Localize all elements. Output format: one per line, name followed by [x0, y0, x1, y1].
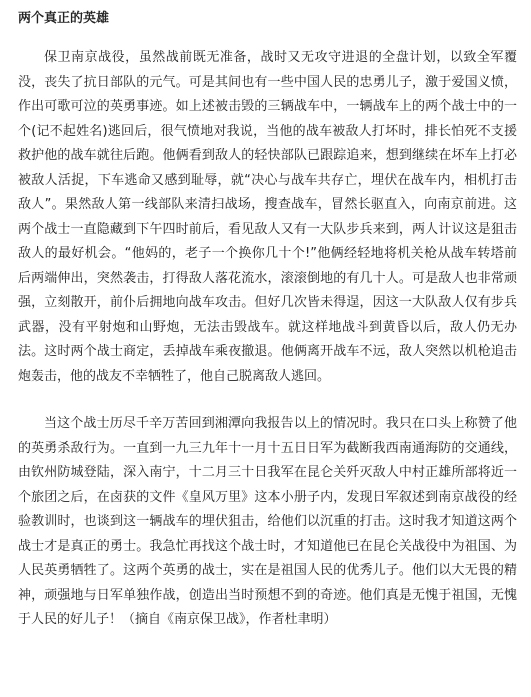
article-title: 两个真正的英雄: [18, 11, 110, 26]
paragraph-1: 保卫南京战役，虽然战前既无准备，战时又无攻守进退的全盘计划，以致全军覆没，丧失了抗日部队的元气。可是其间也有一些中国人民的忠勇儿子，激于爱国义愤，作出可歌可泣的英勇事迹。如上述被击毁的三辆战车中，一辆战车上的两个战士中的一个(记不起姓名)逃回后，很气愤地对我说，当他的战车被敌人打坏时，排长怕死不支援救护他的战车就往后跑。他俩看到敌人的轻快部队已跟踪追来，想到继续在坏车上打必被敌人活捉，下车逃命又感到耻辱，就“决心与战车共存亡，埋伏在战车内，相机打击敌人”。果然敌人第一线部队来清扫战场，搜查战车，冒然长驱直入，向南京前进。这两个战士一直隐藏到下午四时前后，看见敌人又有一大队步兵来到，两人计议这是狙击敌人的最好机会。“他妈的，老子一个换你几十个!”他俩经轻地将机关枪从战车转塔前后两端伸出，突然袭击，打得敌人落花流水，滚滚倒地的有几十人。可是敌人也非常顽强，立刻散开，前仆后拥地向战车攻击。但好几次皆未得逞，因这一大队敌人仅有步兵武器，没有平射炮和山野炮，无法击毁战车。就这样地战斗到黄昏以后，敌人仍无办法。这时两个战士商定，丢掉战车乘夜撤退。他俩离开战车不远，敌人突然以机枪追击炮轰击，他的战友不幸牺牲了，他自己脱离敌人逃回。: [18, 50, 517, 384]
paragraph-2: 当这个战士历尽千辛万苦回到湘潭向我报告以上的情况时。我只在口头上称赞了他的英勇杀敌行为。一直到一九三九年十一月十五日日军为截断我西南通海防的交通线，由钦州防城登陆，深入南宁，十二月三十日我军在昆仑关歼灭敌人中村正雄所部将近一个旅团之后，在卤获的文件《皇风万里》这本小册子内，发现日军叙述到南京战役的经验教训时，也谈到这一辆战车的埋伏狙击，给他们以沉重的打击。这时我才知道这两个战士才是真正的勇士。我急忙再找这个战士时，才知道他已在昆仑关战役中为祖国、为人民英勇牺牲了。这两个英勇的战士，实在是祖国人民的优秀儿子。他们以大无畏的精神，顽强地与日军单独作战，创造出当时预想不到的奇迹。他们真是无愧于祖国，无愧于人民的好儿子！（摘自《南京保卫战》，作者杜聿明）: [18, 416, 517, 627]
